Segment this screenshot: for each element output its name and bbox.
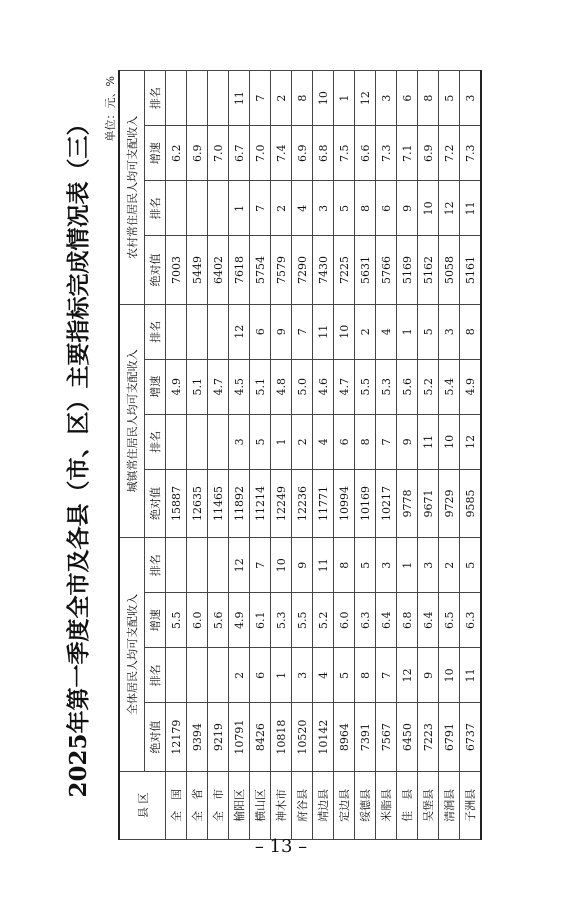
urban-value-cell: 5.4: [439, 359, 460, 414]
header-growth: 增速: [145, 359, 166, 414]
all-value-cell: 6.5: [439, 593, 460, 648]
urban-value-cell: 1: [271, 414, 292, 469]
rural-value-cell: 8: [355, 181, 376, 236]
urban-value-cell: 4.7: [208, 359, 229, 414]
urban-value-cell: 11: [418, 414, 439, 469]
rural-value-cell: 11: [229, 71, 250, 126]
urban-value-cell: 4.8: [271, 359, 292, 414]
rural-value-cell: 7430: [313, 236, 334, 304]
all-value-cell: 6.8: [397, 593, 418, 648]
header-group-rural: 农村常住居民人均可支配收入: [119, 71, 145, 305]
rural-value-cell: 6.8: [313, 126, 334, 181]
all-value-cell: 2: [439, 538, 460, 593]
rural-value-cell: 2: [271, 71, 292, 126]
urban-value-cell: 5: [418, 304, 439, 359]
header-rank: 排名: [145, 181, 166, 236]
rural-value-cell: 6: [376, 181, 397, 236]
rural-value-cell: [166, 181, 187, 236]
urban-value-cell: [208, 414, 229, 469]
all-value-cell: 6.1: [250, 593, 271, 648]
urban-value-cell: 7: [292, 304, 313, 359]
table-body: [166, 71, 482, 840]
all-value-cell: 12179: [166, 703, 187, 771]
region-name-cell: 清涧县: [439, 771, 460, 839]
urban-value-cell: [166, 414, 187, 469]
table-row: [334, 71, 355, 840]
urban-value-cell: 8: [460, 304, 482, 359]
all-value-cell: [187, 538, 208, 593]
all-value-cell: 10: [271, 538, 292, 593]
all-value-cell: 5.3: [271, 593, 292, 648]
header-rank: 排名: [145, 414, 166, 469]
rural-value-cell: [187, 181, 208, 236]
rural-value-cell: 3: [460, 71, 482, 126]
urban-value-cell: 11771: [313, 469, 334, 537]
urban-value-cell: 10994: [334, 469, 355, 537]
rural-value-cell: 5449: [187, 236, 208, 304]
all-value-cell: 7391: [355, 703, 376, 771]
rural-value-cell: [166, 71, 187, 126]
rural-value-cell: 5754: [250, 236, 271, 304]
rural-value-cell: 5631: [355, 236, 376, 304]
all-value-cell: 4: [313, 648, 334, 703]
all-value-cell: 8964: [334, 703, 355, 771]
all-value-cell: 1: [271, 648, 292, 703]
urban-value-cell: 15887: [166, 469, 187, 537]
header-rank: 排名: [145, 648, 166, 703]
header-rank: 排名: [145, 304, 166, 359]
urban-value-cell: 5.6: [397, 359, 418, 414]
table-row: [292, 71, 313, 840]
urban-value-cell: 5.3: [376, 359, 397, 414]
region-name-cell: 全 国: [166, 771, 187, 839]
region-name-cell: 榆阳区: [229, 771, 250, 839]
all-value-cell: [166, 538, 187, 593]
urban-value-cell: 2: [355, 304, 376, 359]
rural-value-cell: 7: [250, 181, 271, 236]
rural-value-cell: 9: [397, 181, 418, 236]
rural-value-cell: 6: [397, 71, 418, 126]
all-value-cell: 5.5: [166, 593, 187, 648]
table-title: 2025年第一季度全市及各县（市、区）主要指标完成情况表（三）: [65, 112, 92, 798]
table-row: [271, 71, 292, 840]
rotated-page-content: [60, 70, 510, 840]
urban-value-cell: 2: [292, 414, 313, 469]
all-value-cell: 10142: [313, 703, 334, 771]
table-row: [460, 71, 482, 840]
urban-value-cell: 10169: [355, 469, 376, 537]
rural-value-cell: 7003: [166, 236, 187, 304]
urban-value-cell: 3: [439, 304, 460, 359]
all-value-cell: 6791: [439, 703, 460, 771]
all-value-cell: 10791: [229, 703, 250, 771]
urban-value-cell: 12249: [271, 469, 292, 537]
rural-value-cell: 4: [292, 181, 313, 236]
all-value-cell: 6737: [460, 703, 482, 771]
urban-value-cell: 4.5: [229, 359, 250, 414]
rural-value-cell: 12: [439, 181, 460, 236]
urban-value-cell: [166, 304, 187, 359]
table-row: [166, 71, 187, 840]
all-value-cell: 5: [460, 538, 482, 593]
urban-value-cell: 5.1: [187, 359, 208, 414]
rural-value-cell: 5766: [376, 236, 397, 304]
rural-value-cell: 6.9: [187, 126, 208, 181]
all-value-cell: 8426: [250, 703, 271, 771]
all-value-cell: 6.3: [460, 593, 482, 648]
region-name-cell: 横山区: [250, 771, 271, 839]
table-row: [418, 71, 439, 840]
all-value-cell: 9: [292, 538, 313, 593]
region-name-cell: 全 省: [187, 771, 208, 839]
urban-value-cell: 3: [229, 414, 250, 469]
urban-value-cell: 10217: [376, 469, 397, 537]
all-value-cell: 3: [418, 538, 439, 593]
rural-value-cell: 7: [250, 71, 271, 126]
rural-value-cell: 6.9: [292, 126, 313, 181]
rural-value-cell: 7.4: [271, 126, 292, 181]
header-rank: 排名: [145, 538, 166, 593]
urban-value-cell: 10: [334, 304, 355, 359]
all-value-cell: [208, 538, 229, 593]
table-row: [439, 71, 460, 840]
rural-value-cell: 3: [313, 181, 334, 236]
header-region: 县 区: [119, 771, 166, 839]
urban-value-cell: 9585: [460, 469, 482, 537]
table-row: [208, 71, 229, 840]
rural-value-cell: 1: [229, 181, 250, 236]
rural-value-cell: 7.1: [397, 126, 418, 181]
header-group-all: 全体居民人均可支配收入: [119, 538, 145, 772]
rural-value-cell: 7.0: [208, 126, 229, 181]
rural-value-cell: 5: [334, 181, 355, 236]
all-value-cell: 7: [376, 648, 397, 703]
all-value-cell: 3: [292, 648, 313, 703]
region-name-cell: 佳 县: [397, 771, 418, 839]
urban-value-cell: 4.7: [334, 359, 355, 414]
table-row: [376, 71, 397, 840]
rural-value-cell: 10: [313, 71, 334, 126]
urban-value-cell: [187, 414, 208, 469]
rural-value-cell: [187, 71, 208, 126]
all-value-cell: 10520: [292, 703, 313, 771]
urban-value-cell: 9729: [439, 469, 460, 537]
all-value-cell: 6: [250, 648, 271, 703]
region-name-cell: 吴堡县: [418, 771, 439, 839]
table-row: [250, 71, 271, 840]
all-value-cell: 11: [313, 538, 334, 593]
urban-value-cell: 9778: [397, 469, 418, 537]
urban-value-cell: 5.0: [292, 359, 313, 414]
rural-value-cell: [208, 71, 229, 126]
all-value-cell: 6.0: [334, 593, 355, 648]
urban-value-cell: 12: [229, 304, 250, 359]
urban-value-cell: 11892: [229, 469, 250, 537]
rural-value-cell: 12: [355, 71, 376, 126]
all-value-cell: 6.0: [187, 593, 208, 648]
all-value-cell: 7567: [376, 703, 397, 771]
header-rank: 排名: [145, 71, 166, 126]
urban-value-cell: 8: [355, 414, 376, 469]
all-value-cell: 9394: [187, 703, 208, 771]
rural-value-cell: 3: [376, 71, 397, 126]
all-value-cell: [187, 648, 208, 703]
rural-value-cell: 8: [418, 71, 439, 126]
rural-value-cell: 10: [418, 181, 439, 236]
region-name-cell: 全 市: [208, 771, 229, 839]
rural-value-cell: 6.9: [418, 126, 439, 181]
urban-value-cell: 4: [313, 414, 334, 469]
urban-value-cell: 11214: [250, 469, 271, 537]
urban-value-cell: 9: [397, 414, 418, 469]
urban-value-cell: 12635: [187, 469, 208, 537]
urban-value-cell: 12236: [292, 469, 313, 537]
indicator-table: [118, 70, 482, 840]
all-value-cell: 5.5: [292, 593, 313, 648]
urban-value-cell: 4: [376, 304, 397, 359]
region-name-cell: 府谷县: [292, 771, 313, 839]
all-value-cell: 7223: [418, 703, 439, 771]
rural-value-cell: 11: [460, 181, 482, 236]
all-value-cell: 4.9: [229, 593, 250, 648]
all-value-cell: 2: [229, 648, 250, 703]
region-name-cell: 靖边县: [313, 771, 334, 839]
urban-value-cell: 11465: [208, 469, 229, 537]
rural-value-cell: 6.2: [166, 126, 187, 181]
rural-value-cell: 6.6: [355, 126, 376, 181]
urban-value-cell: 11: [313, 304, 334, 359]
table-row: [355, 71, 376, 840]
header-growth: 增速: [145, 126, 166, 181]
header-abs: 绝对值: [145, 236, 166, 304]
urban-value-cell: 10: [439, 414, 460, 469]
all-value-cell: 3: [376, 538, 397, 593]
all-value-cell: [208, 648, 229, 703]
header-abs: 绝对值: [145, 703, 166, 771]
urban-value-cell: [208, 304, 229, 359]
rural-value-cell: 5169: [397, 236, 418, 304]
all-value-cell: 8: [355, 648, 376, 703]
all-value-cell: 10818: [271, 703, 292, 771]
rural-value-cell: 7225: [334, 236, 355, 304]
urban-value-cell: 6: [334, 414, 355, 469]
rural-value-cell: [208, 181, 229, 236]
all-value-cell: 1: [397, 538, 418, 593]
rural-value-cell: 5058: [439, 236, 460, 304]
urban-value-cell: 5.5: [355, 359, 376, 414]
table-row: [397, 71, 418, 840]
all-value-cell: 5.2: [313, 593, 334, 648]
all-value-cell: 8: [334, 538, 355, 593]
all-value-cell: 9219: [208, 703, 229, 771]
rural-value-cell: 2: [271, 181, 292, 236]
all-value-cell: 12: [397, 648, 418, 703]
region-name-cell: 绥德县: [355, 771, 376, 839]
header-group-urban: 城镇常住居民人均可支配收入: [119, 304, 145, 538]
urban-value-cell: 4.9: [166, 359, 187, 414]
urban-value-cell: 4.9: [460, 359, 482, 414]
all-value-cell: 6.3: [355, 593, 376, 648]
urban-value-cell: 9671: [418, 469, 439, 537]
urban-value-cell: 1: [397, 304, 418, 359]
rural-value-cell: 6402: [208, 236, 229, 304]
table-row: [187, 71, 208, 840]
all-value-cell: 6450: [397, 703, 418, 771]
rural-value-cell: 8: [292, 71, 313, 126]
region-name-cell: 定边县: [334, 771, 355, 839]
urban-value-cell: 12: [460, 414, 482, 469]
rural-value-cell: 1: [334, 71, 355, 126]
urban-value-cell: 5: [250, 414, 271, 469]
rural-value-cell: 7618: [229, 236, 250, 304]
rural-value-cell: 5: [439, 71, 460, 126]
rural-value-cell: 7290: [292, 236, 313, 304]
rural-value-cell: 7.3: [460, 126, 482, 181]
urban-value-cell: 7: [376, 414, 397, 469]
rural-value-cell: 5161: [460, 236, 482, 304]
rural-value-cell: 7579: [271, 236, 292, 304]
all-value-cell: 6.4: [418, 593, 439, 648]
region-name-cell: 子洲县: [460, 771, 482, 839]
unit-note: 单位：元、%: [104, 76, 117, 142]
all-value-cell: 5: [355, 538, 376, 593]
header-growth: 增速: [145, 593, 166, 648]
all-value-cell: 10: [439, 648, 460, 703]
rural-value-cell: 7.2: [439, 126, 460, 181]
region-name-cell: 米脂县: [376, 771, 397, 839]
all-value-cell: 9: [418, 648, 439, 703]
region-name-cell: 神木市: [271, 771, 292, 839]
all-value-cell: 12: [229, 538, 250, 593]
rural-value-cell: 7.0: [250, 126, 271, 181]
header-abs: 绝对值: [145, 469, 166, 537]
rural-value-cell: 6.7: [229, 126, 250, 181]
table-row: [313, 71, 334, 840]
urban-value-cell: 4.6: [313, 359, 334, 414]
all-value-cell: 7: [250, 538, 271, 593]
all-value-cell: 6.4: [376, 593, 397, 648]
all-value-cell: 5: [334, 648, 355, 703]
urban-value-cell: 5.1: [250, 359, 271, 414]
urban-value-cell: [187, 304, 208, 359]
rural-value-cell: 5162: [418, 236, 439, 304]
urban-value-cell: 6: [250, 304, 271, 359]
urban-value-cell: 9: [271, 304, 292, 359]
urban-value-cell: 5.2: [418, 359, 439, 414]
rural-value-cell: 7.3: [376, 126, 397, 181]
table-row: [229, 71, 250, 840]
page-number: – 13 –: [254, 836, 308, 857]
all-value-cell: 11: [460, 648, 482, 703]
all-value-cell: [166, 648, 187, 703]
all-value-cell: 5.6: [208, 593, 229, 648]
rural-value-cell: 7.5: [334, 126, 355, 181]
